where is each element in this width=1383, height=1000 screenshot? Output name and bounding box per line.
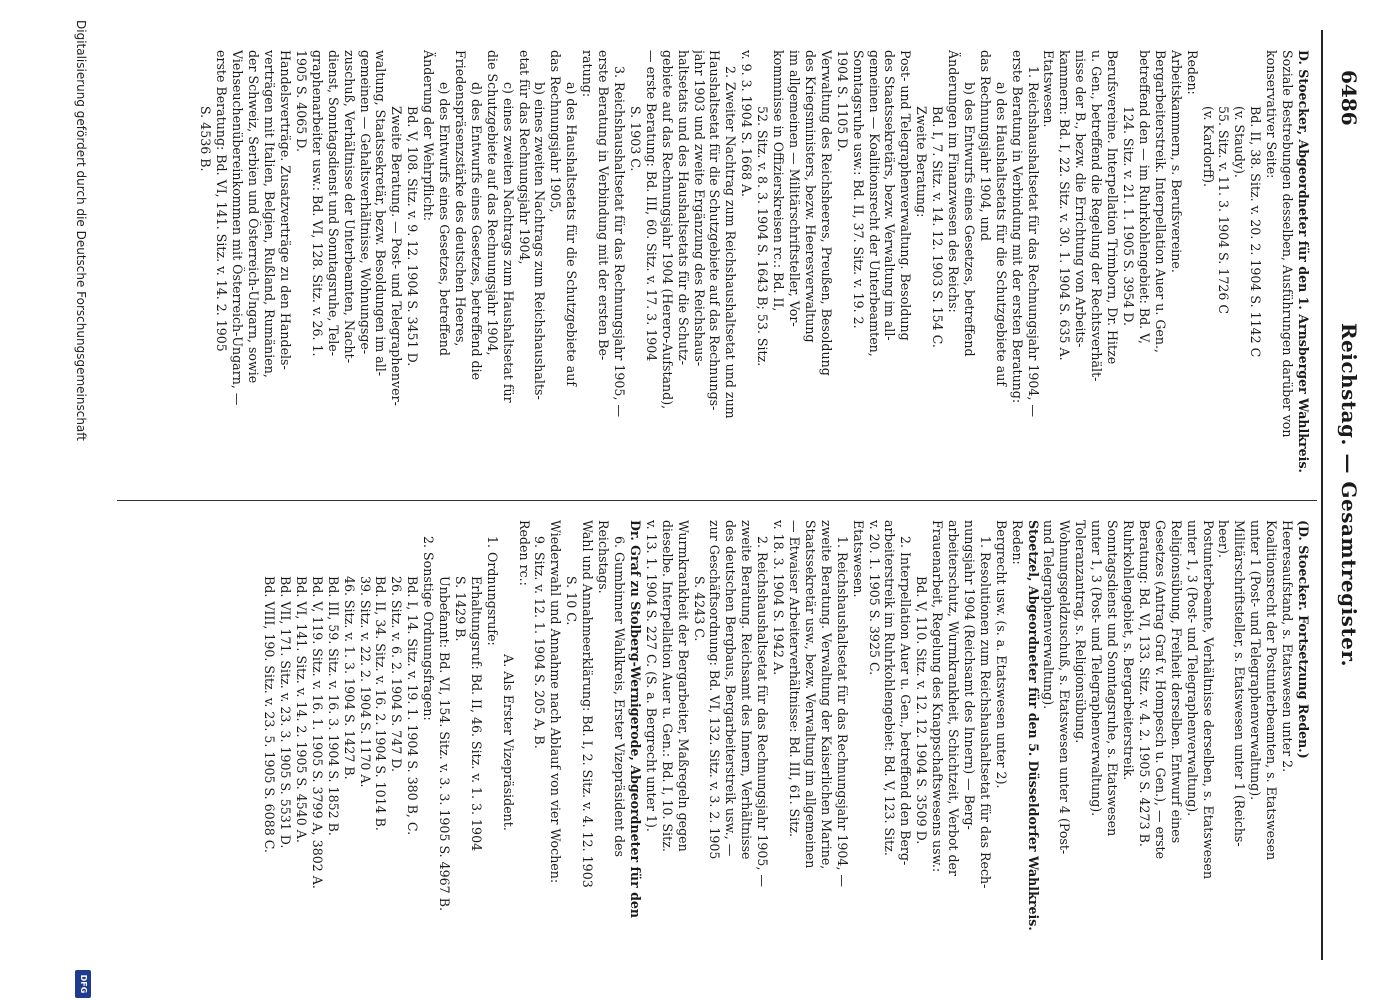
register-line: erste Beratung in Verbindung mit der ersten Beratung: — [1009, 50, 1025, 404]
register-line: Toleranzantrag, s. Religionsübung. — [1073, 520, 1089, 744]
register-line: Unbefannt: Bd. VI, 154. Sitz. v. 3. 3. 1905 S. 4967 B. — [437, 576, 453, 911]
register-line: zur Geschäftsordnung: Bd. VI, 132. Sitz. v. 3. 2. 1905 — [707, 520, 723, 860]
register-line: b) des Entwurfs eines Gesetzes, betreffend — [961, 82, 977, 357]
register-line: dieselbe. Interpellation Auer u. Gen.: Bd. I, 10. Sitz. — [659, 520, 675, 852]
register-line: und Telegraphenverwaltung). — [1041, 520, 1057, 710]
register-line: Bd. III, 59. Sitz. v. 16. 3. 1904 S. 1852 B. — [325, 576, 341, 836]
register-line: der Schweiz, Serbien und Österreich-Ungarn, sowie — [246, 50, 262, 384]
register-line: graphenarbeiter usw.: Bd. VI, 128. Sitz. v. 26. 1. — [309, 50, 325, 357]
register-line: (D. Stoecker. Fortsetzung Reden.) — [1296, 520, 1311, 759]
register-line: 1905 S. 4065 D. — [293, 50, 309, 152]
register-line: kommnisse in Offizierskreisen rc.: Bd. II, — [771, 50, 787, 312]
register-line: Religionsübung, Freiheit derselben. Entwurf eines — [1168, 520, 1184, 844]
register-line: die Schutzgebiete auf das Rechnungsjahr 1904, — [484, 50, 500, 356]
register-line: 2. Reichshaushaltsetat für das Rechnungsjahr 1905, — — [755, 536, 771, 888]
left-column — [198, 50, 1311, 495]
register-line: kammern: Bd. I, 22. Sitz. v. 30. 1. 1904 S. 635 A. — [1057, 50, 1073, 361]
register-line: Bd. VII, 171. Sitz. v. 23. 3. 1905 S. 5531 D. — [278, 576, 293, 849]
register-line: Viehseuchenübereinkommen mit Österreich-Ungarn, — — [230, 50, 246, 406]
register-line: 52. Sitz. v. 8. 3. 1904 S. 1643 B; 53. Sitz. — [755, 106, 771, 367]
register-line: 2. Sonstige Ordnungsfragen: — [421, 536, 437, 721]
register-line: Bergrecht usw. (s. a. Etatswesen unter 2). — [993, 520, 1009, 789]
register-line: dienst, Sonntagsdienst und Sonntagsruhe, Tele- — [325, 50, 341, 357]
register-line: Zweite Beratung. — Post- und Telegraphenver- — [389, 106, 405, 406]
register-line: 39. Sitz. v. 22. 2. 1904 S. 1170 A. — [357, 576, 373, 788]
register-line: — erste Beratung: Bd. III, 60. Sitz. v. 17. 3. 1904 — [643, 50, 659, 362]
register-line: D. Stoecker, Abgeordneter für den 1. Arnsberger Wahlkreis. — [1296, 50, 1311, 473]
register-line: Friedenspräsenzstärke des deutschen Heeres, — [452, 50, 468, 347]
register-line: Bd. VIII, 190. Sitz. v. 23. 5. 1905 S. 6088 C. — [262, 576, 278, 853]
register-line: Änderungen im Finanzwesen des Reichs: — [946, 50, 962, 313]
register-line: arbeiterstreik im Ruhrkohlengebiet: Bd. V, 123. Sitz. — [882, 520, 898, 856]
register-line: unter 1 (Post- und Telegraphenverwaltung). — [1248, 520, 1264, 801]
register-line: Reichstags. — [596, 520, 612, 594]
register-line: Etatswesen. — [850, 520, 866, 598]
register-line: e) des Entwurfs eines Gesetzes, betreffend — [437, 82, 453, 356]
register-line: d) des Entwurfs eines Gesetzes, betreffend die — [468, 82, 484, 381]
register-line: S. 1429 B. — [452, 576, 468, 642]
register-line: gemeinen — Gehaltsverhältnisse, Wohnungsge- — [357, 50, 373, 355]
register-line: Bd. V, 119. Sitz. v. 16. 1. 1905 S. 3799 A, 3802 A. — [309, 576, 325, 889]
register-line: Militärschriftsteller, s. Etatswesen unter 1 (Reichs- — [1232, 520, 1248, 847]
register-line: Reden rc.: — [516, 520, 532, 586]
register-line: Sonntagsdienst und Sonntagsruhe, s. Etatswesen — [1105, 520, 1121, 837]
page-header — [1325, 30, 1369, 960]
register-line: des deutschen Bergbaus, Bergarbeiterstreik usw., — — [723, 520, 739, 857]
right-column — [261, 520, 1311, 965]
register-line: Dr. Graf zu Stolberg-Wernigerode, Abgeordneter für den — [627, 520, 643, 919]
register-line: heer). — [1216, 520, 1232, 558]
register-line: 9. Sitz. v. 12. 1. 1904 S. 205 A, B. — [532, 536, 548, 749]
register-line: v. 18. 3. 1904 S. 1942 A. — [771, 520, 787, 676]
register-line: Koalitionsrecht der Postunterbeamten, s. Etatswesen — [1264, 520, 1280, 861]
dfg-logo: DFG — [75, 970, 91, 998]
page-footer — [69, 20, 91, 994]
register-line: Stoetzel, Abgeordneter für den 5. Düsseldorfer Wahlkreis. — [1025, 520, 1041, 931]
register-line: Gesetzes (Antrag Graf v. Hompesch u. Gen.), — erste — [1152, 520, 1168, 860]
register-line: nisse der B., bezw. die Errichtung von Arbeits- — [1073, 50, 1089, 348]
register-line: Etatswesen. — [1041, 50, 1057, 128]
register-line: zweite Beratung. Verwaltung der Kaiserlichen Marine, — [818, 520, 834, 870]
register-line: Reden: — [1009, 520, 1025, 565]
register-line: Wahl und Annahmeerklärung: Bd. I, 2. Sitz. v. 4. 12. 1903 — [580, 520, 596, 888]
register-line: Sonntagsruhe usw.: Bd. II, 37. Sitz. v. 19. 2. — [850, 50, 866, 329]
register-line: v. 13. 1. 1904 S. 227 C. (S. a. Bergrecht unter 1). — [643, 520, 659, 832]
register-line: erste Beratung in Verbindung mit der ersten Be- — [596, 50, 612, 361]
register-line: 26. Sitz. v. 6. 2. 1904 S. 747 D. — [389, 576, 405, 772]
register-line: betreffend den — im Ruhrkohlengebiet: Bd. V, — [1136, 50, 1152, 345]
register-line: Erhaltungsruf: Bd. II, 46. Sitz. v. 1. 3. 1904 — [468, 576, 484, 852]
register-line: das Rechnungsjahr 1904, und — [977, 50, 993, 241]
register-line: b) eines zweiten Nachtrags zum Reichshaushalts- — [532, 82, 548, 400]
header-rule — [1321, 30, 1323, 960]
register-line: gemeinen — Koalitionsrecht der Unterbeamten, — [866, 50, 882, 357]
register-line: Beratung: Bd. VI, 133. Sitz. v. 4. 2. 1905 S. 4273 B. — [1136, 520, 1152, 847]
register-line: c) eines zweiten Nachtrags zum Haushaltsetat für — [500, 82, 516, 403]
register-line: 124. Sitz. v. 21. 1. 1905 S. 3954 D. — [1121, 106, 1137, 327]
register-line: unter 1, 3 (Post- und Telegraphenverwaltung). — [1089, 520, 1105, 817]
register-line: 6. Gumbinner Wahlkreis, Erster Vizepräsident des — [612, 536, 628, 857]
register-line: 1. Reichshaushaltsetat für das Rechnungsjahr 1904, — — [1025, 66, 1041, 418]
running-title: Reichstag. — Gesamtregister. — [1337, 322, 1361, 668]
register-line: a) des Haushaltsetats für die Schutzgebiete auf — [993, 82, 1009, 386]
register-line: v. 9. 3. 1904 S. 1668 A. — [739, 50, 755, 198]
register-line: Bd. I, 14. Sitz. v. 19. 1. 1904 S. 380 B, C. — [405, 576, 421, 836]
register-line: S. 4243 C. — [691, 576, 707, 642]
register-line: zuschuß, Verhältnisse der Unterbeamten, Nacht- — [341, 50, 357, 363]
register-line: im allgemeinen — Militärschriftsteller, Vor- — [787, 50, 802, 327]
register-line: Bd. I, 7. Sitz. v. 14. 12. 1903 S. 154 C. — [930, 106, 946, 348]
register-line: Soziale Bestrebungen desselben, Ausführungen darüber von — [1280, 50, 1296, 438]
register-line: nungsjahr 1904 (Reichsamt des Innern) — Berg- — [961, 520, 977, 830]
register-line: Bd. V, 108. Sitz. v. 9. 12. 1904 S. 3451 D. — [405, 106, 421, 367]
register-line: gebiete auf das Rechnungsjahr 1904 (Herero-Aufstand), — [659, 50, 675, 410]
register-line: (v. Kardorff). — [1200, 106, 1216, 188]
register-line: des Kriegsministers, bezw. Heeresverwaltung — [802, 50, 818, 343]
register-line: Ruhrkohlengebiet, s. Bergarbeiterstreik. — [1121, 520, 1137, 781]
register-line: Änderung der Wehrpflicht: — [421, 50, 437, 222]
register-line: jahr 1903 und zweite Ergänzung des Reichshaus- — [691, 50, 707, 367]
register-line: A. Als Erster Vizepräsident. — [500, 654, 516, 831]
register-line: 1. Resolutionen zum Reichshaushaltsetat für das Rech- — [977, 536, 993, 889]
register-line: Wiederwahl und Annahme nach Ablauf von vier Wochen: — [548, 520, 564, 884]
register-line: etat für das Rechnungsjahr 1904, — [516, 50, 532, 265]
register-line: Bd. II, 38. Sitz. v. 20. 2. 1904 S. 1142 C — [1248, 106, 1264, 358]
register-line: Haushaltsetat für die Schutzgebiete auf das Rechnungs- — [707, 50, 723, 411]
register-line: (v. Staudy). — [1232, 106, 1248, 178]
register-line: S. 4536 B. — [198, 106, 214, 172]
page-number: 6486 — [1337, 70, 1361, 126]
register-line: Handelsverträge. Zusatzverträge zu den Handels- — [278, 50, 293, 370]
register-line: 2. Zweiter Nachtrag zum Reichshaushaltsetat und zum — [723, 66, 739, 419]
register-line: des Staatssekretärs, bezw. Verwaltung im all- — [882, 50, 898, 341]
register-line: 55. Sitz. v. 11. 3. 1904 S. 1726 C — [1216, 106, 1232, 314]
register-line: Bd. II, 34. Sitz. v. 16. 2. 1904 S. 1014 B. — [373, 576, 389, 831]
register-line: Reden: — [1184, 50, 1200, 95]
register-line: Staatssekretär usw., bezw. Verwaltung im allgemeinen — [802, 520, 818, 869]
register-line: Postunterbeamte, Verhältnisse derselben, s. Etatswesen — [1200, 520, 1216, 880]
register-line: Wurmkrankheit der Bergarbeiter, Maßregeln gegen — [675, 520, 691, 852]
register-line: 3. Reichshaushaltsetat für das Rechnungsjahr 1905, — — [612, 66, 628, 418]
column-divider — [117, 500, 1317, 501]
register-line: ratung: — [580, 50, 596, 98]
register-line: 1. Reichshaushaltsetat für das Rechnungsjahr 1904, — — [834, 536, 850, 888]
register-line: Verwaltung des Reichsheeres, Preußen, Besoldung — [818, 50, 834, 376]
register-line: u. Gen., betreffend die Regelung der Rechtsverhält- — [1089, 50, 1105, 382]
rotated-register-page — [63, 0, 1383, 1000]
register-line: zweite Beratung. Reichsamt des Innern, Verhältnisse — [739, 520, 755, 860]
register-line: S. 10 C. — [564, 576, 580, 626]
register-line: Bergarbeiterstreik. Interpellation Auer u. Gen., — [1152, 50, 1168, 353]
register-line: Bd. VI, 141. Sitz. v. 14. 2. 1905 S. 4540 A. — [293, 576, 309, 843]
register-line: a) des Haushaltsetats für die Schutzgebiete auf — [564, 82, 580, 386]
register-line: arbeiterschutz, Wurmkrankheit, Schichtzeit, Verbot der — [946, 520, 962, 876]
register-line: Arbeitskammern, s. Berufsvereine. — [1168, 50, 1184, 273]
register-line: das Rechnungsjahr 1905, — [548, 50, 564, 213]
register-line: konservativer Seite: — [1264, 50, 1280, 179]
register-line: Bd. V, 110. Sitz. v. 12. 12. 1904 S. 3509 D. — [914, 576, 930, 845]
register-line: Frauenarbeit, Regelung des Knappschaftswesens usw.: — [930, 520, 946, 873]
register-line: waltung, Staatssekretär, bezw. Besoldungen im all- — [373, 50, 389, 377]
register-line: S. 1903 C. — [627, 106, 643, 172]
register-line: 1. Ordnungsrufe: — [484, 536, 500, 646]
register-line: haltsetats und des Haushaltsetats für die Schutz- — [675, 50, 691, 365]
register-line: Zweite Beratung: — [914, 106, 930, 218]
register-line: verträgen mit Italien, Belgien, Rußland, Rumänien, — [262, 50, 278, 378]
register-line: unter 1, 3 (Post- und Telegraphenverwaltung). — [1184, 520, 1200, 817]
register-line: v. 20. 1. 1905 S. 3925 C. — [866, 520, 882, 676]
register-line: erste Beratung: Bd. VI, 141. Sitz. v. 14. 2. 1905 — [214, 50, 230, 352]
register-line: Wohnungsgeldzuschuß, s. Etatswesen unter 4 (Post- — [1057, 520, 1073, 855]
funding-credit: Digitalisierung gefördert durch die Deutsche Forschungsgemeinschaft — [74, 20, 88, 442]
register-line: 1904 S. 1105 D. — [834, 50, 850, 152]
register-line: Berufsvereine. Interpellation Trimborn, Dr. Hitze — [1105, 50, 1121, 365]
register-line: 46. Sitz. v. 1. 3. 1904 S. 1427 B. — [341, 576, 357, 780]
register-line: Post- und Telegraphenverwaltung. Besoldung — [898, 50, 914, 341]
register-line: — Etwaiser Arbeiterverhältnisse: Bd. III, 61. Sitz. — [787, 520, 802, 837]
register-line: 2. Interpellation Auer u. Gen., betreffend den Berg- — [898, 536, 914, 866]
register-line: Heeresaufstand, s. Etatswesen unter 2. — [1280, 520, 1296, 773]
